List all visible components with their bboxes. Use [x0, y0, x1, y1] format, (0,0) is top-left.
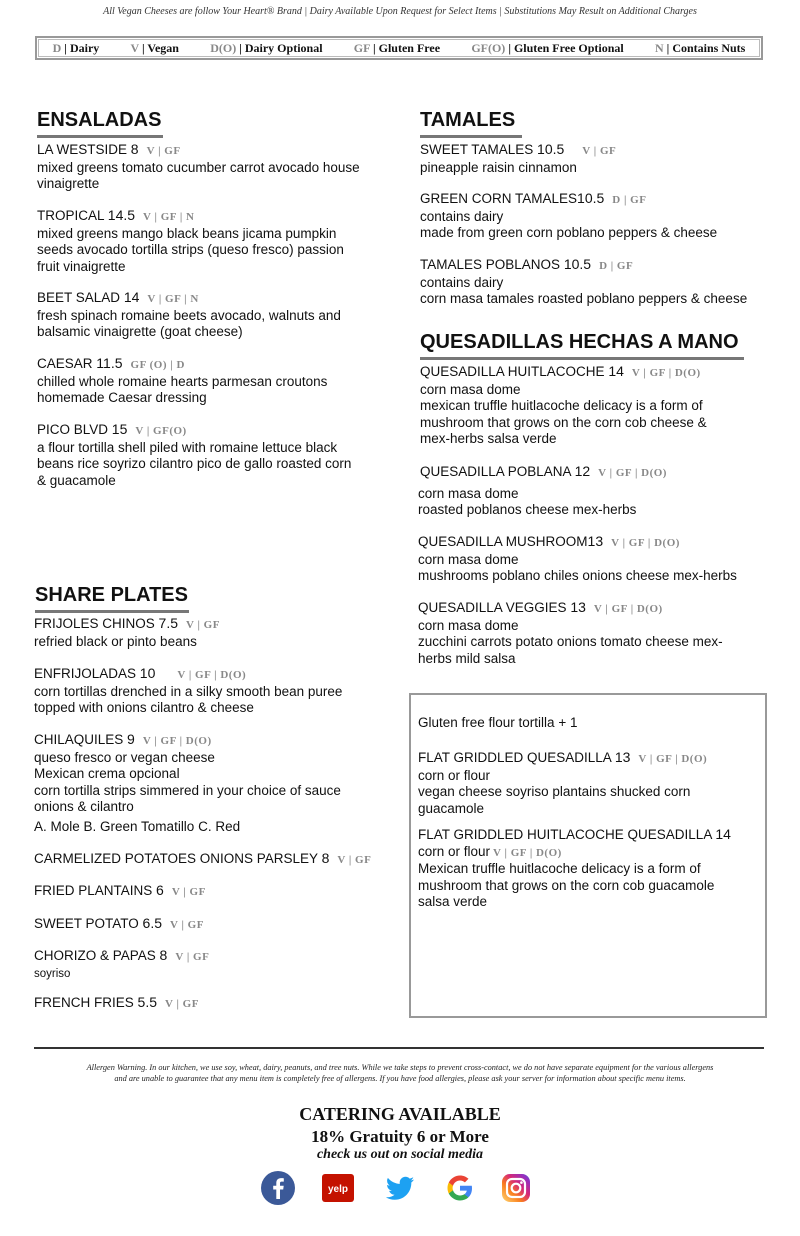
- menu-item-tropical: TROPICAL 14.5 V | GF | N mixed greens mango black beans jicama pumpkin seeds avocado tortilla strips (queso fresco) passion fruit vinaigrette: [37, 207, 344, 274]
- google-icon[interactable]: [442, 1170, 478, 1206]
- menu-item-enfrijoladas: ENFRIJOLADAS 10 V | GF | D(O) corn tortillas drenched in a silky smooth bean puree topped with onions cilantro & cheese: [34, 665, 343, 715]
- legend-gluten-free-optional: GF(O) | Gluten Free Optional: [471, 40, 624, 55]
- section-title-ensaladas: ENSALADAS: [37, 109, 161, 134]
- yelp-icon[interactable]: [322, 1174, 354, 1202]
- legend-dairy-optional: D(O) | Dairy Optional: [210, 40, 323, 55]
- menu-item-sweet-potato: SWEET POTATO 6.5 V | GF: [34, 915, 204, 931]
- gratuity-note: 18% Gratuity 6 or More: [311, 1127, 489, 1146]
- menu-item-carmelized-potatoes: CARMELIZED POTATOES ONIONS PARSLEY 8 V | GF: [34, 850, 372, 866]
- footer-divider: [34, 1047, 764, 1049]
- menu-item-sweet-tamales: SWEET TAMALES 10.5 V | GF pineapple raisin cinnamon: [420, 141, 617, 175]
- section-title-share-plates: SHARE PLATES: [35, 584, 188, 609]
- menu-item-fried-plantains: FRIED PLANTAINS 6 V | GF: [34, 882, 206, 898]
- menu-item-caesar: CAESAR 11.5 GF (O) | D chilled whole romaine hearts parmesan croutons homemade Caesar dressing: [37, 355, 328, 405]
- menu-item-quesadilla-mushroom: QUESADILLA MUSHROOM13 V | GF | D(O) corn masa dome mushrooms poblano chiles onions cheese mex-herbs: [418, 533, 737, 583]
- top-note: All Vegan Cheeses are follow Your Heart® Brand | Dairy Available Upon Request for Select Items | Substitutions May Result on Additional Charges: [103, 6, 697, 17]
- svg-text:yelp: yelp: [327, 1184, 349, 1195]
- menu-item-frijoles-chinos: FRIJOLES CHINOS 7.5 V | GF refried black or pinto beans: [34, 615, 220, 649]
- legend-gluten-free: GF | Gluten Free: [353, 40, 441, 55]
- menu-item-quesadilla-poblana: QUESADILLA POBLANA 12 V | GF | D(O) corn masa dome roasted poblanos cheese mex-herbs: [418, 463, 667, 517]
- allergen-warning: Allergen Warning. In our kitchen, we use soy, wheat, dairy, peanuts, and tree nuts. While we take steps to prevent cross-contact, we do not have separate equipment for the various allergens and are unable to guarantee that any menu item is completely free of allergens. If you have food allergies, please ask your server for information about specific menu items.: [86, 1063, 714, 1083]
- menu-item-la-westside: LA WESTSIDE 8 V | GF mixed greens tomato cucumber carrot avocado house vinaigrette: [37, 141, 360, 191]
- social-cta: check us out on social media: [316, 1147, 484, 1162]
- menu-item-quesadilla-veggies: QUESADILLA VEGGIES 13 V | GF | D(O) corn masa dome zucchini carrots potato onions tomato cheese mex- herbs mild salsa: [418, 599, 723, 666]
- menu-item-pico-blvd: PICO BLVD 15 V | GF(O) a flour tortilla shell piled with romaine lettuce black beans rice soyrizo cilantro pico de gallo roasted corn & guacamole: [37, 421, 352, 488]
- menu-item-quesadilla-huitlacoche: QUESADILLA HUITLACOCHE 14 V | GF | D(O) corn masa dome mexican truffle huitlacoche delicacy is a form of mushroom that grows on the corn cob cheese & mex-herbs salsa verde: [420, 363, 707, 446]
- menu-item-flat-griddled-huitlacoche: FLAT GRIDDLED HUITLACOCHE QUESADILLA 14 corn or flour V | GF | D(O) Mexican truffle huitlacoche delicacy is a form of mushroom that grows on the corn cob guacamole salsa verde: [418, 826, 731, 909]
- dietary-legend: [35, 36, 763, 60]
- menu-item-chorizo-papas: CHORIZO & PAPAS 8 V | GF soyriso: [34, 947, 210, 980]
- menu-item-tamales-poblanos: TAMALES POBLANOS 10.5 D | GF contains dairy corn masa tamales roasted poblano peppers & cheese: [420, 256, 748, 306]
- legend-contains-nuts: N | Contains Nuts: [654, 40, 746, 55]
- instagram-icon[interactable]: [498, 1170, 534, 1206]
- facebook-icon[interactable]: [260, 1170, 296, 1206]
- menu-item-french-fries: FRENCH FRIES 5.5 V | GF: [34, 994, 199, 1010]
- social-icons: [258, 1170, 548, 1210]
- section-title-tamales: TAMALES: [420, 109, 515, 134]
- menu-item-beet-salad: BEET SALAD 14 V | GF | N fresh spinach romaine beets avocado, walnuts and balsamic vinaigrette (goat cheese): [37, 289, 341, 339]
- legend-dairy: D | Dairy: [52, 40, 100, 55]
- legend-vegan: V | Vegan: [130, 40, 179, 55]
- gluten-free-note: Gluten free flour tortilla + 1: [418, 715, 578, 730]
- twitter-icon[interactable]: [382, 1170, 418, 1206]
- catering-available: CATERING AVAILABLE: [299, 1104, 501, 1124]
- section-title-quesadillas: QUESADILLAS HECHAS A MANO: [420, 331, 739, 356]
- menu-item-chilaquiles: CHILAQUILES 9 V | GF | D(O) queso fresco or vegan cheese Mexican crema opcional corn tortilla strips simmered in your choice of sauce onions & cilantro A. Mole B. Green Tomatillo C. Red: [34, 731, 341, 834]
- menu-item-flat-griddled-quesadilla: FLAT GRIDDLED QUESADILLA 13 V | GF | D(O) corn or flour vegan cheese soyriso plantains shucked corn guacamole: [418, 749, 708, 816]
- menu-item-green-corn-tamales: GREEN CORN TAMALES10.5 D | GF contains dairy made from green corn poblano peppers & cheese: [420, 190, 718, 240]
